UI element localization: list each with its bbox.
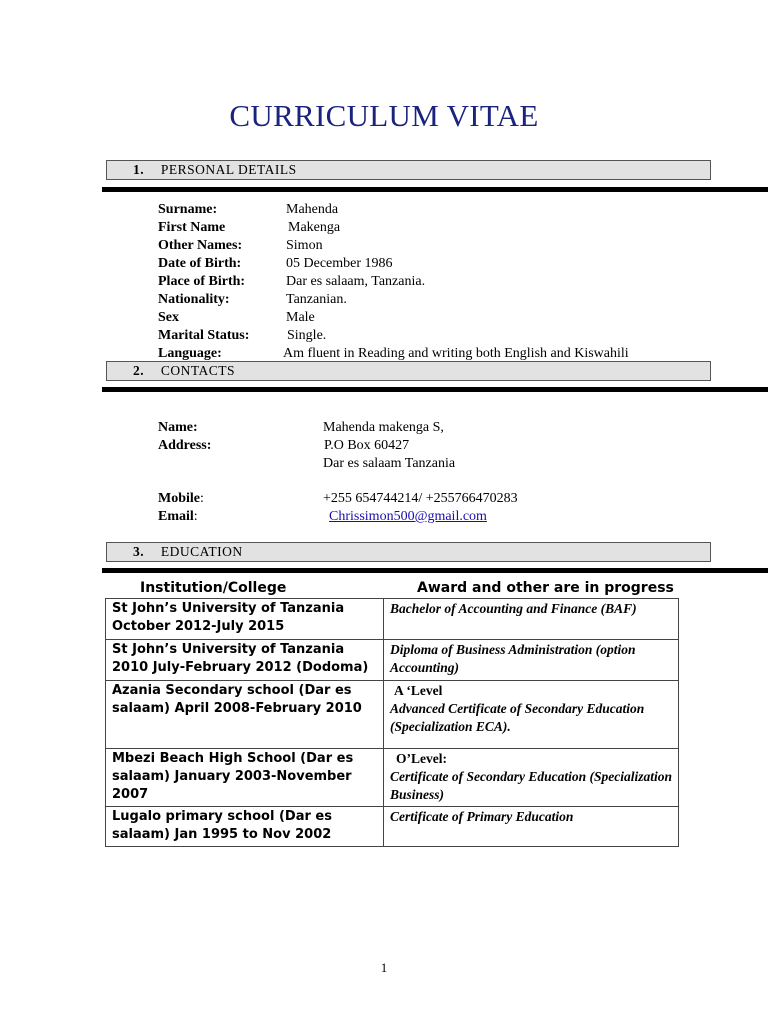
sex-value: Male (286, 310, 315, 325)
table-row (106, 640, 679, 681)
award-level: O’Level: (396, 751, 447, 766)
table-row (106, 807, 679, 847)
marital-status-label: Marital Status: (158, 328, 250, 343)
award-text: Bachelor of Accounting and Finance (BAF) (390, 601, 637, 616)
other-names-value: Simon (286, 238, 323, 253)
marital-status-value: Single. (287, 328, 327, 343)
section-label: PERSONAL DETAILS (160, 162, 297, 177)
email-link[interactable]: Chrissimon500@gmail.com (329, 509, 487, 524)
page-title: CURRICULUM VITAE (229, 98, 539, 133)
table-row (106, 749, 679, 807)
award-cell (384, 640, 679, 681)
section-divider (102, 187, 768, 192)
language-value: Am fluent in Reading and writing both English and Kiswahili (283, 346, 629, 361)
table-row (106, 599, 679, 640)
section-header-contacts (106, 361, 711, 381)
award-cell (384, 807, 679, 847)
dob-value: 05 December 1986 (286, 256, 393, 271)
surname-value: Mahenda (286, 202, 339, 217)
award-level: A ‘Level (394, 683, 443, 698)
address-label: Address: (158, 438, 212, 453)
page-number: 1 (380, 960, 388, 975)
institution-cell: Mbezi Beach High School (Dar es salaam) January 2003-November 2007 (106, 749, 384, 807)
section-divider (102, 387, 768, 392)
section-number: 3. (133, 544, 145, 559)
section-number: 1. (133, 162, 145, 177)
mobile-label: Mobile (158, 491, 200, 506)
institution-cell: Lugalo primary school (Dar es salaam) Jan 1995 to Nov 2002 (106, 807, 384, 847)
email-label-row: Email: (158, 509, 198, 524)
mobile-value: +255 654744214/ +255766470283 (323, 491, 518, 506)
education-column-header-institution: Institution/College (140, 580, 287, 596)
contact-name-value: Mahenda makenga S, (323, 420, 444, 435)
education-column-header-award: Award and other are in progress (417, 580, 674, 596)
section-header-personal (106, 160, 711, 180)
pob-value: Dar es salaam, Tanzania. (286, 274, 426, 289)
section-label: EDUCATION (160, 544, 243, 559)
nationality-label: Nationality: (158, 292, 230, 307)
pob-label: Place of Birth: (158, 274, 246, 289)
institution-cell: St John’s University of Tanzania October 2012-July 2015 (106, 599, 384, 640)
contact-name-label: Name: (158, 420, 198, 435)
email-label: Email (158, 509, 194, 524)
language-label: Language: (158, 346, 222, 361)
institution-cell: Azania Secondary school (Dar es salaam) April 2008-February 2010 (106, 681, 384, 749)
institution-cell: St John’s University of Tanzania 2010 July-February 2012 (Dodoma) (106, 640, 384, 681)
address-line2: Dar es salaam Tanzania (323, 456, 456, 471)
award-text: Certificate of Secondary Education (Specialization Business) (390, 769, 672, 802)
section-divider (102, 568, 768, 573)
other-names-label: Other Names: (158, 238, 243, 253)
award-cell (384, 681, 679, 749)
sex-label: Sex (158, 310, 179, 325)
award-cell (384, 749, 679, 807)
award-cell (384, 599, 679, 640)
education-table (105, 598, 679, 847)
section-number: 2. (133, 363, 145, 378)
table-row (106, 681, 679, 749)
first-name-value: Makenga (288, 220, 341, 235)
award-text: Advanced Certificate of Secondary Education (Specialization ECA). (390, 701, 645, 734)
award-text: Diploma of Business Administration (option Accounting) (390, 642, 636, 675)
award-text: Certificate of Primary Education (390, 809, 574, 824)
section-label: CONTACTS (160, 363, 236, 378)
address-line1: P.O Box 60427 (324, 438, 410, 453)
mobile-label-row: Mobile: (158, 491, 204, 506)
surname-label: Surname: (158, 202, 218, 217)
section-header-education (106, 542, 711, 562)
first-name-label: First Name (158, 220, 226, 235)
nationality-value: Tanzanian. (286, 292, 347, 307)
dob-label: Date of Birth: (158, 256, 242, 271)
